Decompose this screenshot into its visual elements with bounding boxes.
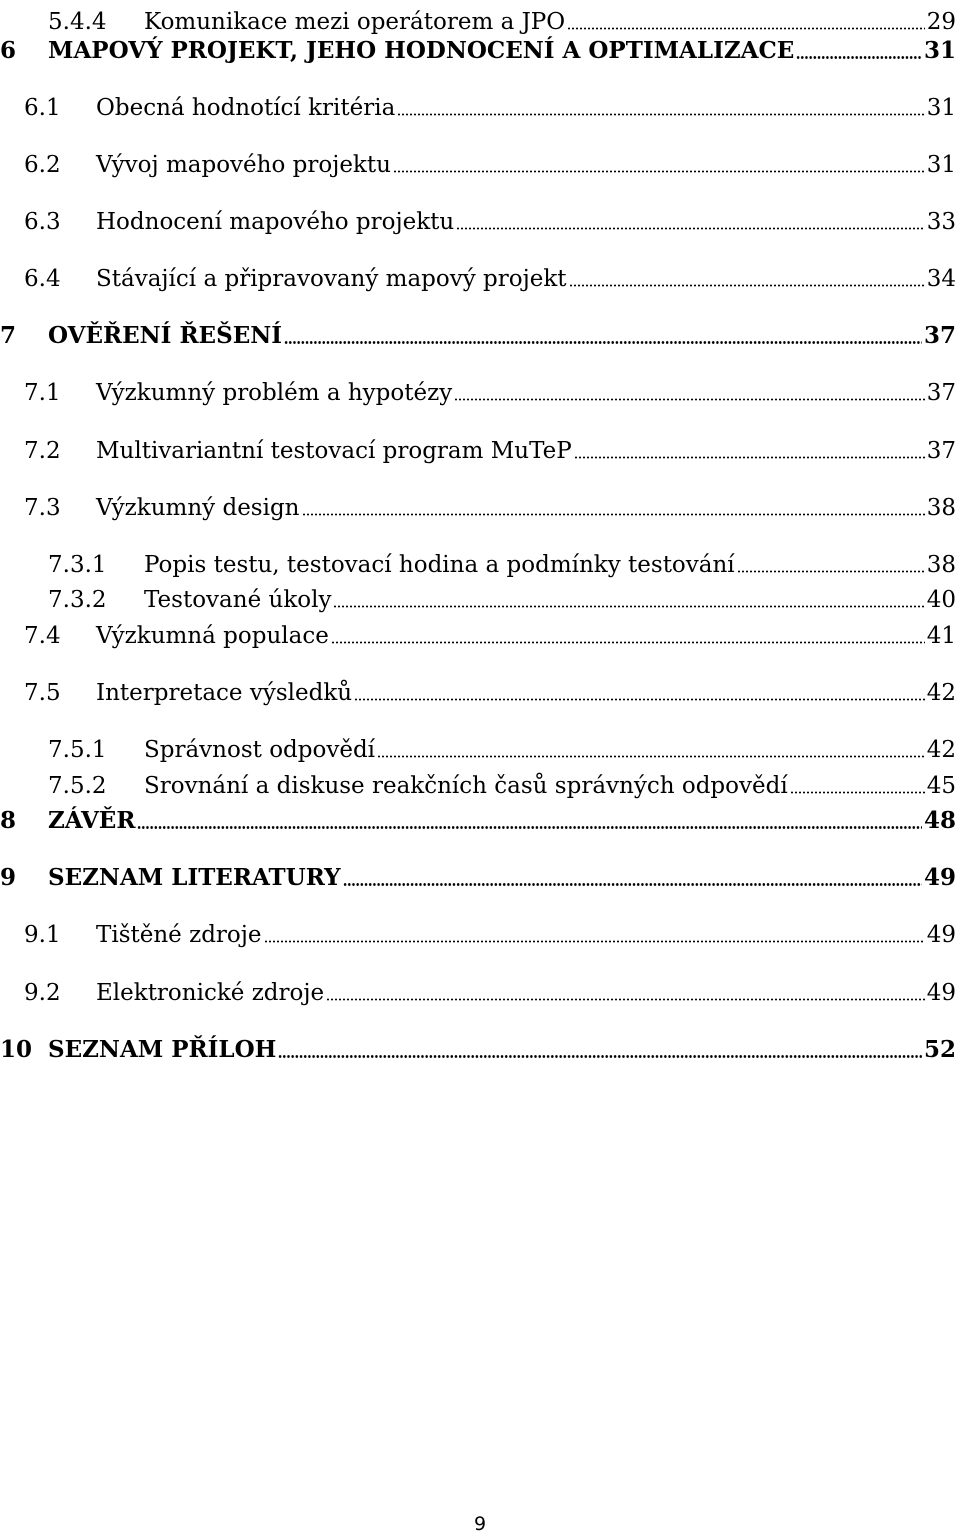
toc-entry-6[interactable]	[0, 29, 956, 65]
toc-number: 5.4.4	[48, 9, 107, 35]
toc-title: Elektronické zdroje	[96, 980, 325, 1006]
toc-leader-dots	[574, 456, 925, 459]
toc-entry-6-2[interactable]	[24, 143, 956, 179]
toc-title: SEZNAM PŘÍLOH	[48, 1036, 277, 1063]
toc-title: Popis testu, testovací hodina a podmínky testování	[144, 552, 735, 578]
toc-entry-7-1[interactable]	[24, 371, 956, 407]
toc-page-number: 33	[926, 209, 956, 235]
toc-entry-10[interactable]	[0, 1028, 956, 1064]
toc-title: MAPOVÝ PROJEKT, JEHO HODNOCENÍ A OPTIMALIZACE	[48, 37, 795, 64]
toc-page-number: 37	[926, 380, 956, 406]
page-number: 9	[473, 1513, 487, 1535]
toc-page-number: 48	[923, 807, 956, 834]
toc-number: 7.5.2	[48, 773, 107, 799]
toc-title: Interpretace výsledků	[96, 680, 353, 706]
toc-number: 7.5	[24, 680, 61, 706]
toc-leader-dots	[264, 940, 925, 943]
toc-entry-7-2[interactable]	[24, 429, 956, 465]
toc-entry-8[interactable]	[0, 799, 956, 835]
toc-entry-6-1[interactable]	[24, 86, 956, 122]
toc-entry-7-5[interactable]	[24, 671, 956, 707]
toc-number: 6	[0, 37, 17, 64]
toc-leader-dots	[569, 284, 925, 287]
toc-leader-dots	[326, 998, 925, 1001]
toc-entry-6-3[interactable]	[24, 200, 956, 236]
toc-leader-dots	[333, 605, 924, 608]
toc-leader-dots	[284, 341, 922, 344]
toc-page-number: 38	[926, 495, 956, 521]
toc-page-number: 40	[926, 587, 956, 613]
toc-entry-9-2[interactable]	[24, 971, 956, 1007]
toc-number: 6.2	[24, 152, 61, 178]
toc-page-number: 41	[926, 623, 956, 649]
toc-title: Srovnání a diskuse reakčních časů správných odpovědí	[144, 773, 788, 799]
toc-title: Komunikace mezi operátorem a JPO	[144, 9, 566, 35]
toc-page-number: 52	[923, 1036, 956, 1063]
toc-page-number: 38	[926, 552, 956, 578]
toc-leader-dots	[456, 227, 924, 230]
toc-leader-dots	[454, 398, 925, 401]
toc-leader-dots	[331, 641, 925, 644]
toc-page-number: 42	[926, 680, 956, 706]
toc-page-number: 37	[923, 322, 956, 349]
toc-title: Vývoj mapového projektu	[96, 152, 391, 178]
toc-title: OVĚŘENÍ ŘEŠENÍ	[48, 322, 283, 349]
toc-page-number: 31	[923, 37, 956, 64]
toc-leader-dots	[796, 56, 922, 59]
toc-entry-9-1[interactable]	[24, 913, 956, 949]
toc-leader-dots	[137, 826, 922, 829]
toc-number: 7.4	[24, 623, 61, 649]
toc-title: Správnost odpovědí	[144, 737, 376, 763]
toc-title: Stávající a připravovaný mapový projekt	[96, 266, 567, 292]
toc-number: 6.3	[24, 209, 61, 235]
toc-number: 6.1	[24, 95, 61, 121]
toc-page-number: 49	[926, 980, 956, 1006]
toc-number: 7.5.1	[48, 737, 107, 763]
toc-entry-7-3-2[interactable]	[48, 578, 956, 614]
toc-number: 6.4	[24, 266, 61, 292]
toc-leader-dots	[278, 1055, 922, 1058]
toc-leader-dots	[354, 698, 925, 701]
toc-entry-6-4[interactable]	[24, 257, 956, 293]
toc-number: 7.1	[24, 380, 61, 406]
toc-page-number: 45	[926, 773, 956, 799]
toc-leader-dots	[393, 170, 925, 173]
toc-entry-9[interactable]	[0, 856, 956, 892]
toc-entry-7-4[interactable]	[24, 614, 956, 650]
toc-number: 7.3.1	[48, 552, 107, 578]
toc-title: Multivariantní testovací program MuTeP	[96, 438, 572, 464]
toc-title: ZÁVĚR	[48, 807, 136, 834]
toc-entry-7-3[interactable]	[24, 486, 956, 522]
toc-entry-7-5-2[interactable]	[48, 764, 956, 800]
toc-title: SEZNAM LITERATURY	[48, 864, 341, 891]
toc-page-number: 42	[926, 737, 956, 763]
toc-leader-dots	[737, 570, 925, 573]
toc-page-number: 49	[923, 864, 956, 891]
toc-page-number: 49	[926, 922, 956, 948]
toc-number: 9.1	[24, 922, 61, 948]
toc-title: Výzkumný problém a hypotézy	[96, 380, 453, 406]
toc-number: 7.3.2	[48, 587, 107, 613]
toc-entry-7-3-1[interactable]	[48, 543, 956, 579]
toc-page-number: 31	[926, 152, 956, 178]
toc-leader-dots	[343, 883, 922, 886]
toc-title: Výzkumná populace	[96, 623, 329, 649]
toc-leader-dots	[377, 755, 925, 758]
toc-number: 9.2	[24, 980, 61, 1006]
toc-number: 7	[0, 322, 17, 349]
toc-entry-7-5-1[interactable]	[48, 728, 956, 764]
toc-title: Tištěné zdroje	[96, 922, 262, 948]
toc-leader-dots	[397, 113, 924, 116]
toc-leader-dots	[790, 791, 925, 794]
toc-title: Hodnocení mapového projektu	[96, 209, 455, 235]
toc-entry-7[interactable]	[0, 314, 956, 350]
toc-page-number: 37	[926, 438, 956, 464]
toc-number: 9	[0, 864, 17, 891]
toc-page-number: 34	[926, 266, 956, 292]
toc-number: 10	[0, 1036, 33, 1063]
toc-number: 8	[0, 807, 17, 834]
toc-title: Testované úkoly	[144, 587, 332, 613]
toc-number: 7.2	[24, 438, 61, 464]
toc-leader-dots	[302, 513, 925, 516]
toc-title: Obecná hodnotící kritéria	[96, 95, 396, 121]
toc-title: Výzkumný design	[96, 495, 300, 521]
toc-page-number: 31	[926, 95, 956, 121]
toc-number: 7.3	[24, 495, 61, 521]
toc-page-number: 29	[926, 9, 956, 35]
